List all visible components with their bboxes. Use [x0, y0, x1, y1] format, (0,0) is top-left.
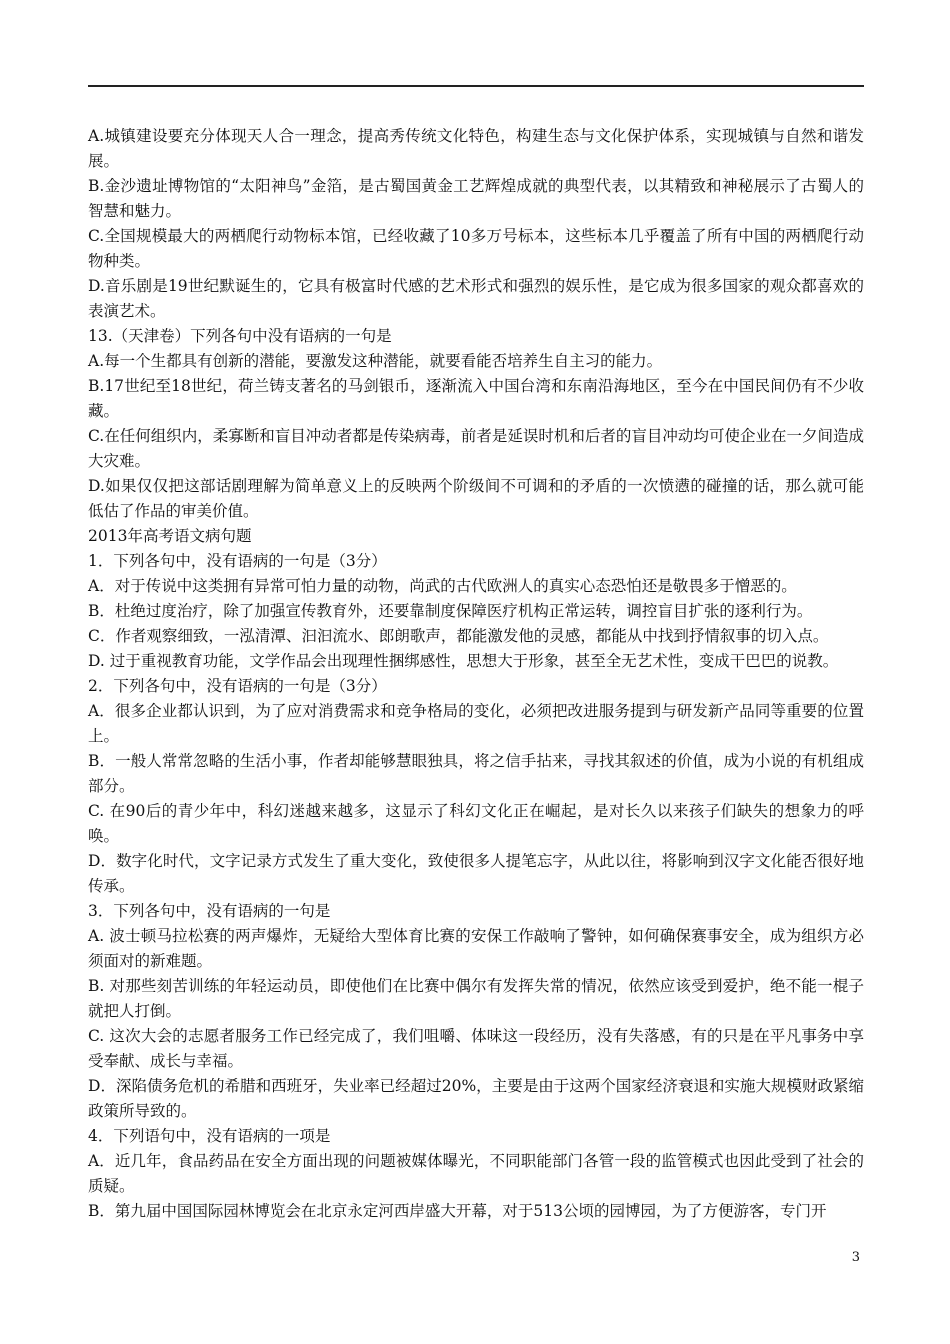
q1-option-b: B．杜绝过度治疗，除了加强宣传教育外，还要靠制度保障医疗机构正常运转，调控盲目扩张的逐利行为。	[88, 602, 813, 620]
q1-option-a: A．对于传说中这类拥有异常可怕力量的动物，尚武的古代欧洲人的真实心态恐怕还是敬畏多于憎恶的。	[88, 577, 797, 595]
q2-option-b: B．一般人常常忽略的生活小事，作者却能够慧眼独具，将之信手拈来，寻找其叙述的价值，成为小说的有机组成部分。	[88, 752, 864, 795]
q1-option-c: C．作者观察细致，一泓清潭、汩汩流水、郎朗歌声，都能激发他的灵感，都能从中找到抒情叙事的切入点。	[88, 627, 829, 645]
question-13-stem: 13.（天津卷）下列各句中没有语病的一句是	[88, 327, 392, 345]
question-1-stem: 1．下列各句中，没有语病的一句是（3分）	[88, 552, 387, 570]
q3-option-b: B. 对那些刻苦训练的年轻运动员，即使他们在比赛中偶尔有发挥失常的情况，依然应该受到爱护，绝不能一棍子就把人打倒。	[88, 977, 864, 1020]
option-a-paragraph: A.城镇建设要充分体现天人合一理念，提高秀传统文化特色，构建生态与文化保护体系，实现城镇与自然和谐发展。	[88, 127, 864, 170]
q1-option-d: D. 过于重视教育功能，文学作品会出现理性捆绑感性，思想大于形象，甚至全无艺术性，变成干巴巴的说教。	[88, 652, 839, 670]
option-c-paragraph: C.全国规模最大的两栖爬行动物标本馆，已经收藏了10多万号标本，这些标本几乎覆盖了所有中国的两栖爬行动物种类。	[88, 227, 864, 270]
page-number: 3	[851, 1250, 860, 1265]
q13-option-c: C.在任何组织内，柔寡断和盲目冲动者都是传染病毒，前者是延误时机和后者的盲目冲动均可使企业在一夕间造成大灾难。	[88, 427, 864, 470]
question-2-stem: 2．下列各句中，没有语病的一句是（3分）	[88, 677, 387, 695]
option-b-paragraph: B.金沙遗址博物馆的“太阳神鸟”金箔，是古蜀国黄金工艺辉煌成就的典型代表，以其精致和神秘展示了古蜀人的智慧和魅力。	[88, 177, 864, 220]
question-4-stem: 4．下列语句中，没有语病的一项是	[88, 1127, 331, 1145]
q2-option-a: A．很多企业都认识到，为了应对消费需求和竞争格局的变化，必须把改进服务提到与研发新产品同等重要的位置上。	[88, 702, 864, 745]
q13-option-a: A.每一个生都具有创新的潜能，要激发这种潜能，就要看能否培养生自主习的能力。	[88, 352, 663, 370]
q3-option-a: A. 波士顿马拉松赛的两声爆炸，无疑给大型体育比赛的安保工作敲响了警钟，如何确保赛事安全，成为组织方必须面对的新难题。	[88, 927, 864, 970]
q3-option-d: D．深陷债务危机的希腊和西班牙，失业率已经超过20%，主要是由于这两个国家经济衰退和实施大规模财政紧缩政策所导致的。	[88, 1077, 864, 1120]
q3-option-c: C. 这次大会的志愿者服务工作已经完成了，我们咀嚼、体味这一段经历，没有失落感，有的只是在平凡事务中享受奉献、成长与幸福。	[88, 1027, 864, 1070]
q13-option-d: D.如果仅仅把这部话剧理解为简单意义上的反映两个阶级间不可调和的矛盾的一次愤懑的碰撞的话，那么就可能低估了作品的审美价值。	[88, 477, 864, 520]
question-3-stem: 3．下列各句中，没有语病的一句是	[88, 902, 331, 920]
option-d-paragraph: D.音乐剧是19世纪默诞生的，它具有极富时代感的艺术形式和强烈的娱乐性，是它成为很多国家的观众都喜欢的表演艺术。	[88, 277, 864, 320]
q13-option-b: B.17世纪至18世纪，荷兰铸支著名的马剑银币，逐渐流入中国台湾和东南沿海地区，至今在中国民间仍有不少收藏。	[88, 377, 864, 420]
q2-option-c: C. 在90后的青少年中，科幻迷越来越多，这显示了科幻文化正在崛起，是对长久以来孩子们缺失的想象力的呼唤。	[88, 802, 864, 845]
q4-option-a: A．近几年，食品药品在安全方面出现的问题被媒体曝光，不同职能部门各管一段的监管模式也因此受到了社会的质疑。	[88, 1152, 864, 1195]
section-heading: 2013年高考语文病句题	[88, 527, 252, 545]
q2-option-d: D．数字化时代，文字记录方式发生了重大变化，致使很多人提笔忘字，从此以往，将影响到汉字文化能否很好地传承。	[88, 852, 864, 895]
header-rule	[88, 85, 864, 87]
document-body	[88, 124, 864, 1224]
q4-option-b: B．第九届中国国际园林博览会在北京永定河西岸盛大开幕，对于513公顷的园博园，为了方便游客，专门开	[88, 1202, 827, 1220]
